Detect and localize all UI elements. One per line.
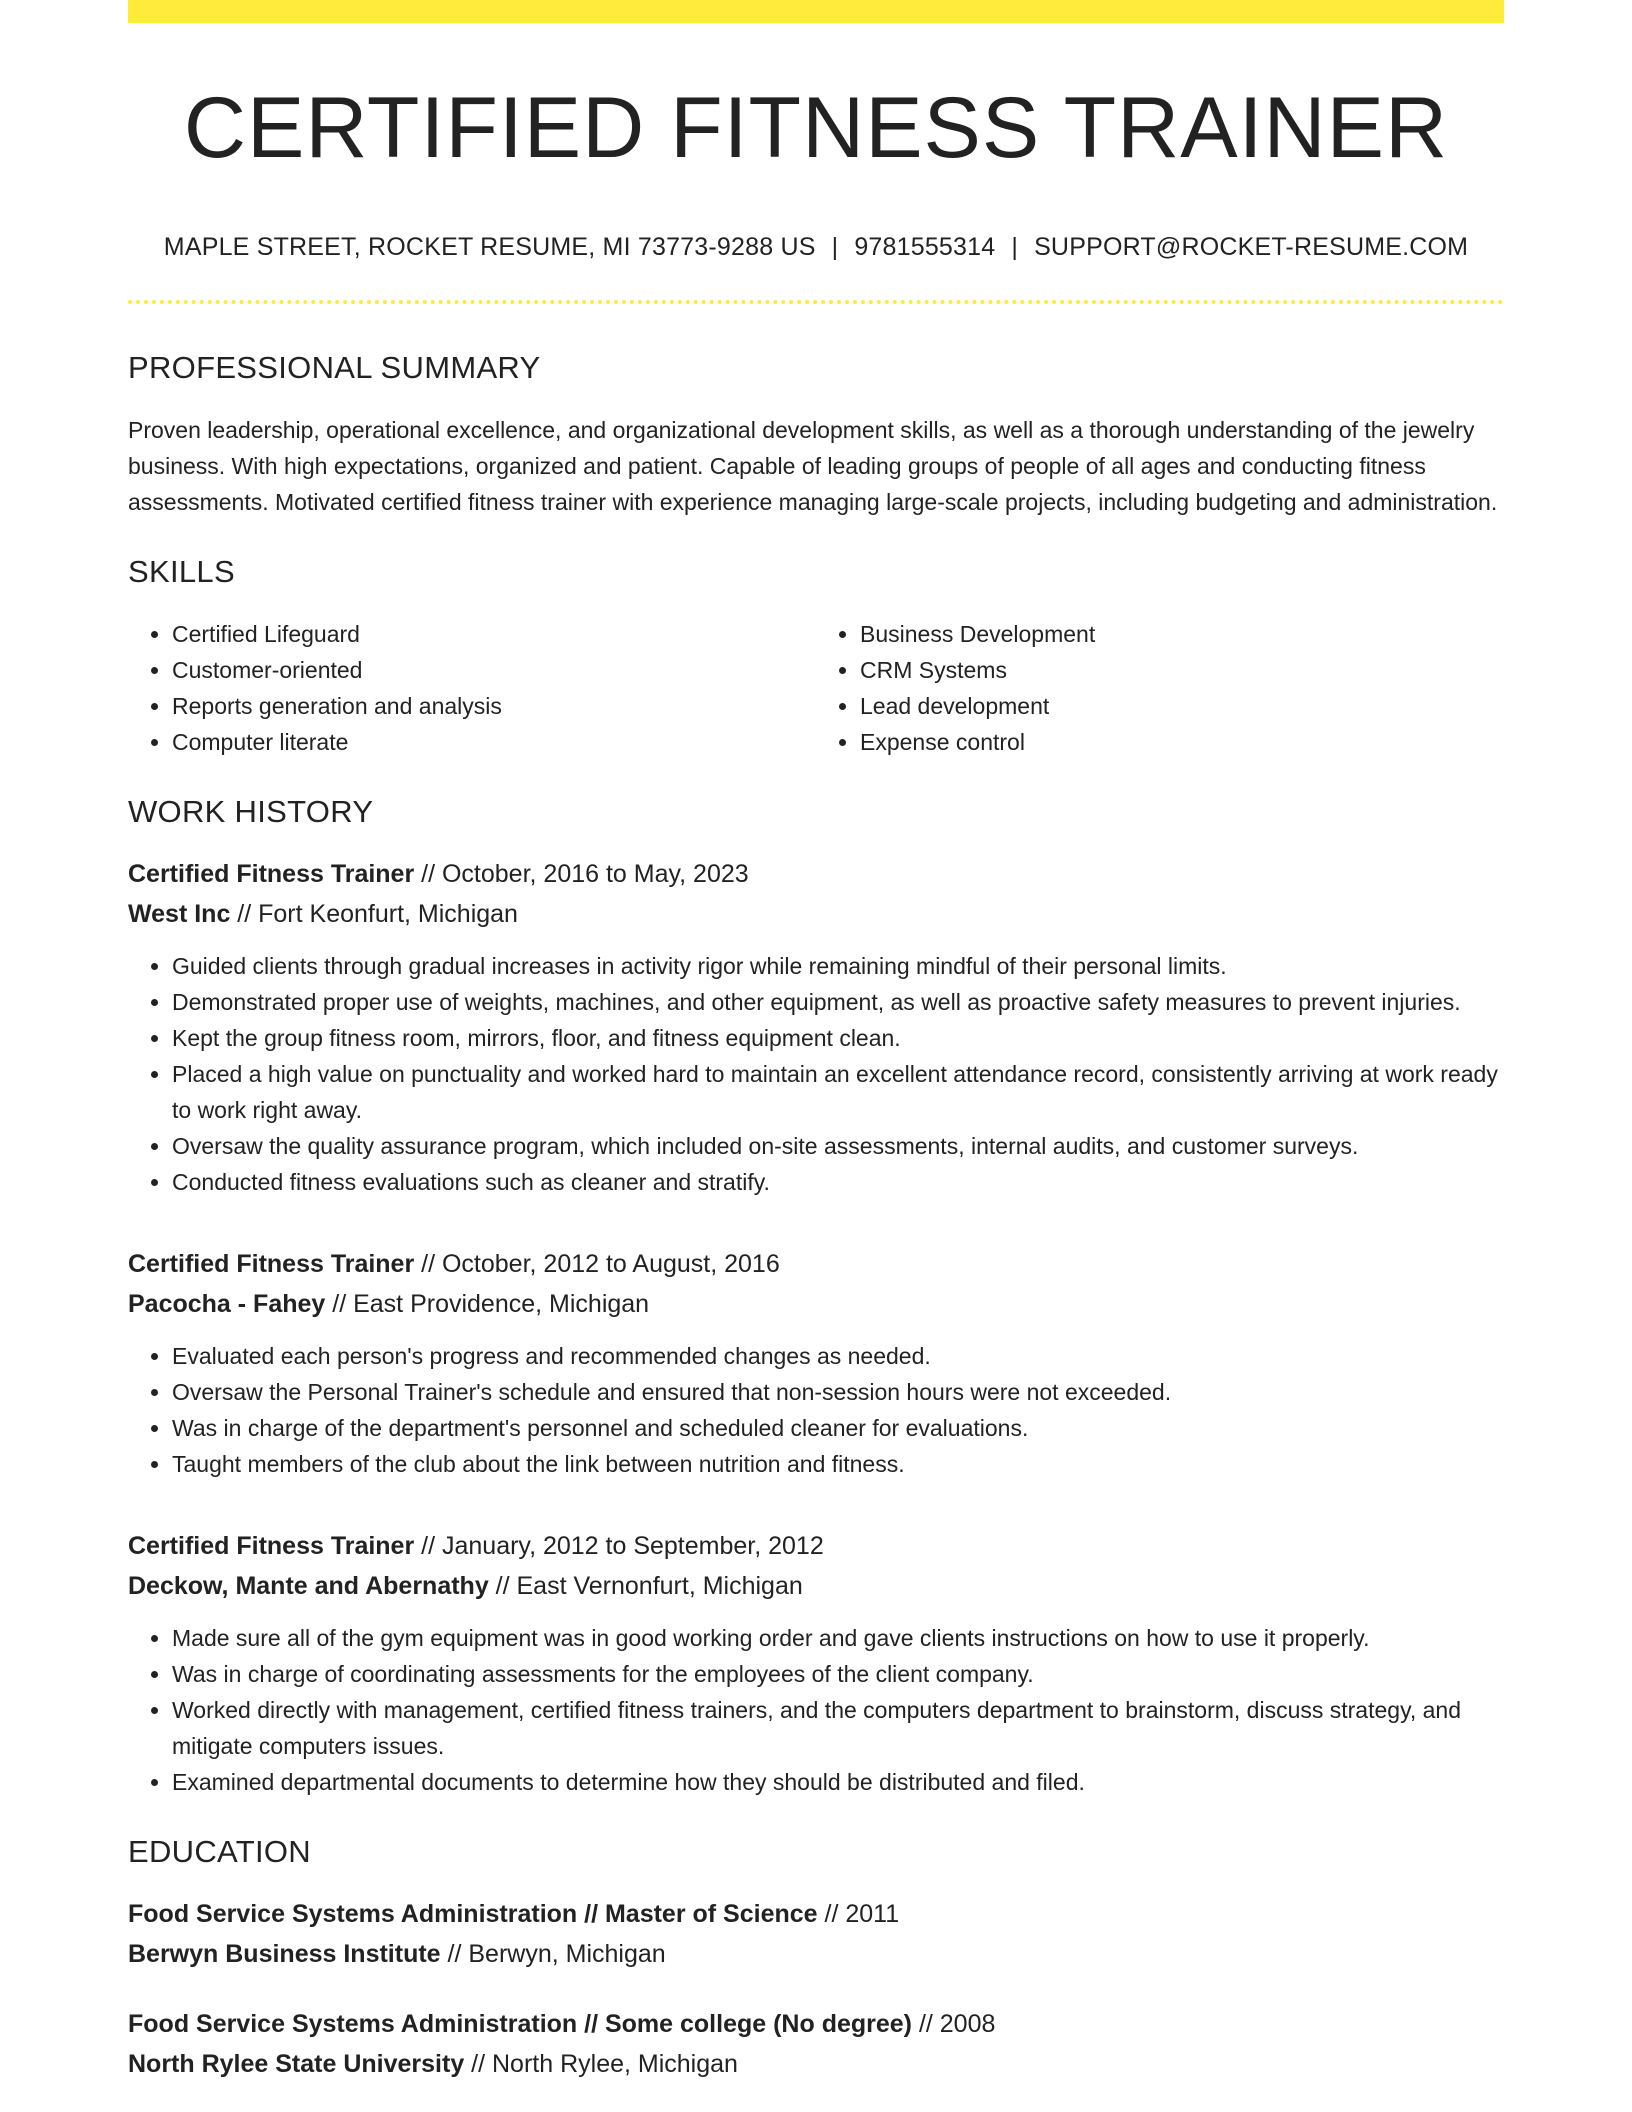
skills-list-right — [816, 616, 1504, 760]
job-bullet: • Oversaw the quality assurance program, which included on-site assessments, internal audits, and customer surveys. — [172, 1128, 1504, 1164]
job-bullet: • Evaluated each person's progress and recommended changes as needed. — [172, 1338, 1504, 1374]
education-entry — [128, 1894, 1504, 1974]
skills-list-left — [128, 616, 816, 760]
job-role: Certified Fitness Trainer — [128, 860, 415, 888]
education-degree: Food Service Systems Administration // Master of Science — [128, 1900, 818, 1928]
skill-item: • Reports generation and analysis — [172, 688, 816, 724]
job-bullet: • Oversaw the Personal Trainer's schedule and ensured that non-session hours were not exceeded. — [172, 1374, 1504, 1410]
job-location: // Fort Keonfurt, Michigan — [230, 900, 518, 928]
job-bullets — [128, 1338, 1504, 1482]
contact-address: MAPLE STREET, ROCKET RESUME, MI 73773-9288 US — [163, 233, 816, 261]
job-entry — [128, 854, 1504, 1200]
job-bullet: • Conducted fitness evaluations such as cleaner and stratify. — [172, 1164, 1504, 1200]
job-entry — [128, 1526, 1504, 1800]
job-bullet: • Guided clients through gradual increases in activity rigor while remaining mindful of their personal limits. — [172, 948, 1504, 984]
job-bullet: • Examined departmental documents to determine how they should be distributed and filed. — [172, 1764, 1504, 1800]
job-dates: // October, 2012 to August, 2016 — [414, 1250, 780, 1278]
contact-line — [128, 233, 1504, 262]
job-dates: // January, 2012 to September, 2012 — [414, 1532, 824, 1560]
job-bullet: • Placed a high value on punctuality and worked hard to maintain an excellent attendance record, consistently arriving at work ready to work right away. — [172, 1056, 1504, 1128]
education-location: // Berwyn, Michigan — [440, 1940, 666, 1968]
job-role-line — [128, 1244, 1504, 1284]
education-location: // North Rylee, Michigan — [464, 2050, 738, 2078]
summary-heading: PROFESSIONAL SUMMARY — [128, 350, 541, 385]
job-company-line — [128, 1566, 1504, 1606]
header-divider — [128, 300, 1504, 304]
job-role-line — [128, 854, 1504, 894]
job-bullet: • Was in charge of the department's personnel and scheduled cleaner for evaluations. — [172, 1410, 1504, 1446]
contact-separator: | — [1011, 233, 1019, 261]
education-degree-line — [128, 1894, 1504, 1934]
job-bullet: • Worked directly with management, certified fitness trainers, and the computers department to brainstorm, discuss strategy, and mitigate computers issues. — [172, 1692, 1504, 1764]
work-history-heading: WORK HISTORY — [128, 794, 374, 829]
job-bullets — [128, 948, 1504, 1200]
education-entry — [128, 2004, 1504, 2084]
job-company-line — [128, 1284, 1504, 1324]
job-company-line — [128, 894, 1504, 934]
job-role-line — [128, 1526, 1504, 1566]
contact-phone: 9781555314 — [854, 233, 996, 261]
job-bullets — [128, 1620, 1504, 1800]
job-dates: // October, 2016 to May, 2023 — [414, 860, 749, 888]
job-company: Pacocha - Fahey — [128, 1290, 326, 1318]
skills-heading: SKILLS — [128, 554, 235, 589]
education-degree: Food Service Systems Administration // Some college (No degree) — [128, 2010, 912, 2038]
education-school-line — [128, 2044, 1504, 2084]
skill-item: • Customer-oriented — [172, 652, 816, 688]
job-role: Certified Fitness Trainer — [128, 1532, 415, 1560]
skill-item: • Certified Lifeguard — [172, 616, 816, 652]
skill-item: • CRM Systems — [860, 652, 1504, 688]
job-bullet: • Demonstrated proper use of weights, machines, and other equipment, as well as proactive safety measures to prevent injuries. — [172, 984, 1504, 1020]
top-accent-bar — [128, 0, 1504, 23]
skills-grid — [128, 616, 1504, 760]
skill-item: • Expense control — [860, 724, 1504, 760]
education-school: Berwyn Business Institute — [128, 1940, 441, 1968]
job-role: Certified Fitness Trainer — [128, 1250, 415, 1278]
skill-item: • Computer literate — [172, 724, 816, 760]
education-school: North Rylee State University — [128, 2050, 465, 2078]
job-company: West Inc — [128, 900, 231, 928]
summary-text: Proven leadership, operational excellence, and organizational development skills, as well as a thorough understanding of the jewelry business. With high expectations, organized and patient. Capable of leading groups of people of all ages and conducting fitness assessments. Motivated certified fitness trainer with experience managing large-scale projects, including budgeting and administration. — [128, 417, 1498, 515]
education-heading: EDUCATION — [128, 1834, 311, 1869]
job-bullet: • Kept the group fitness room, mirrors, floor, and fitness equipment clean. — [172, 1020, 1504, 1056]
job-entry — [128, 1244, 1504, 1482]
job-bullet: • Made sure all of the gym equipment was in good working order and gave clients instructions on how to use it properly. — [172, 1620, 1504, 1656]
job-location: // East Vernonfurt, Michigan — [488, 1572, 803, 1600]
job-bullet: • Was in charge of coordinating assessments for the employees of the client company. — [172, 1656, 1504, 1692]
contact-email: SUPPORT@ROCKET-RESUME.COM — [1034, 233, 1469, 261]
resume-page — [128, 0, 1504, 2084]
job-location: // East Providence, Michigan — [325, 1290, 650, 1318]
contact-separator: | — [831, 233, 839, 261]
skill-item: • Lead development — [860, 688, 1504, 724]
education-degree-line — [128, 2004, 1504, 2044]
resume-title: CERTIFIED FITNESS TRAINER — [183, 80, 1449, 176]
skill-item: • Business Development — [860, 616, 1504, 652]
job-bullet: • Taught members of the club about the link between nutrition and fitness. — [172, 1446, 1504, 1482]
job-company: Deckow, Mante and Abernathy — [128, 1572, 489, 1600]
education-year: // 2008 — [912, 2010, 996, 2038]
education-school-line — [128, 1934, 1504, 1974]
education-year: // 2011 — [817, 1900, 900, 1928]
